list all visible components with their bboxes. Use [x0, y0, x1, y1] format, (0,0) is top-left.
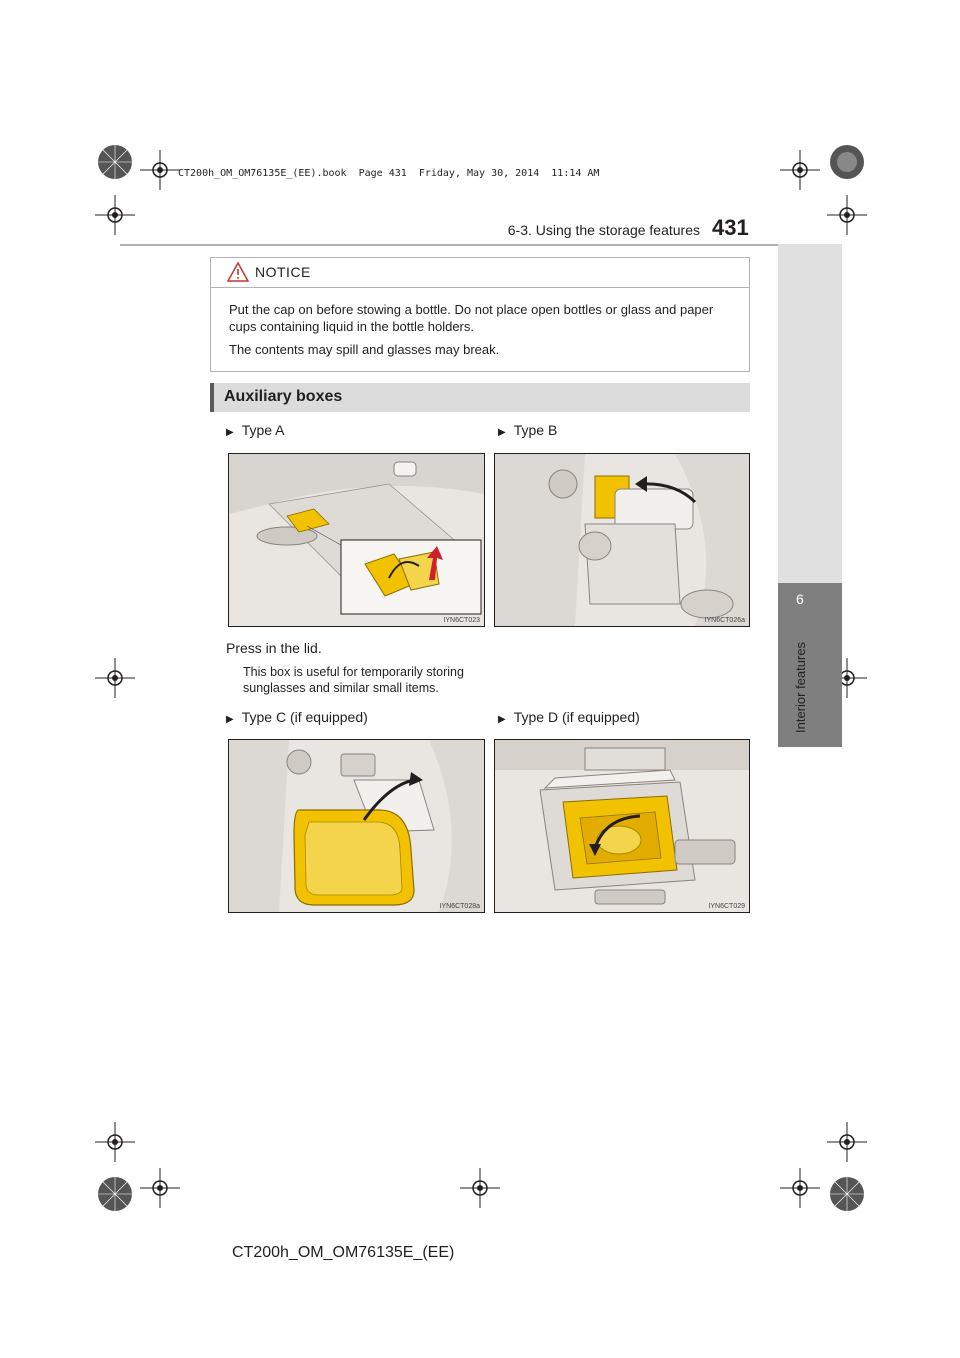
crosshair-icon	[827, 1122, 867, 1162]
registration-mark-icon	[95, 142, 135, 182]
registration-mark-icon	[827, 1174, 867, 1214]
overhead-console-illustration	[229, 454, 484, 626]
figure-code: IYN6CT028a	[439, 903, 480, 910]
figure-type-d	[494, 739, 750, 913]
book-info-line: CT200h_OM_OM76135E_(EE).book Page 431 Friday, May 30, 2014 11:14 AM	[178, 168, 600, 179]
center-console-illustration	[495, 454, 749, 626]
bullet-arrow-icon: ▶	[226, 427, 234, 438]
figure-type-b	[494, 453, 750, 627]
figure-type-a	[228, 453, 485, 627]
notice-header	[211, 258, 749, 288]
footer-book-code: CT200h_OM_OM76135E_(EE)	[232, 1244, 455, 1261]
section-accent	[210, 383, 214, 412]
chapter-label: Interior features	[793, 641, 808, 733]
console-tray-illustration	[229, 740, 484, 912]
warning-triangle-icon	[227, 262, 249, 282]
type-c-label: ▶ Type C (if equipped)	[226, 709, 368, 725]
crosshair-icon	[780, 1168, 820, 1208]
notice-paragraph: Put the cap on before stowing a bottle. Do not place open bottles or glass and paper cups containing liquid in the bottle holders.	[229, 302, 714, 334]
figure-type-c	[228, 739, 485, 913]
bullet-arrow-icon: ▶	[226, 714, 234, 725]
crosshair-icon	[460, 1168, 500, 1208]
crosshair-icon	[140, 1168, 180, 1208]
notice-box	[210, 257, 750, 372]
chapter-number: 6	[796, 591, 804, 607]
bullet-arrow-icon: ▶	[498, 427, 506, 438]
registration-mark-icon	[95, 1174, 135, 1214]
figure-code: IYN6CT023	[443, 617, 480, 624]
section-heading-bar	[210, 383, 750, 412]
notice-title: NOTICE	[255, 264, 311, 280]
header-rule	[120, 244, 778, 246]
instruction-text: Press in the lid.	[226, 640, 322, 656]
type-a-label: ▶ Type A	[226, 422, 285, 438]
crosshair-icon	[95, 1122, 135, 1162]
section-title: Auxiliary boxes	[224, 388, 343, 405]
page-number: 431	[712, 215, 749, 240]
crosshair-icon	[95, 658, 135, 698]
bullet-arrow-icon: ▶	[498, 714, 506, 725]
crosshair-icon	[827, 195, 867, 235]
section-header-title: 6-3. Using the storage features	[507, 222, 700, 238]
figure-code: IYN6CT029	[708, 903, 745, 910]
crosshair-icon	[780, 150, 820, 190]
notice-body	[229, 301, 741, 364]
type-b-label: ▶ Type B	[498, 422, 558, 438]
dashboard-box-illustration	[495, 740, 749, 912]
crosshair-icon	[95, 195, 135, 235]
figure-code: IYN6CT026a	[704, 617, 745, 624]
notice-paragraph: The contents may spill and glasses may break.	[229, 342, 500, 357]
chapter-number-tab	[778, 583, 842, 747]
crosshair-icon	[140, 150, 180, 190]
type-d-label: ▶ Type D (if equipped)	[498, 709, 640, 725]
note-text: This box is useful for temporarily storing sunglasses and similar small items.	[243, 665, 464, 695]
registration-mark-icon	[827, 142, 867, 182]
